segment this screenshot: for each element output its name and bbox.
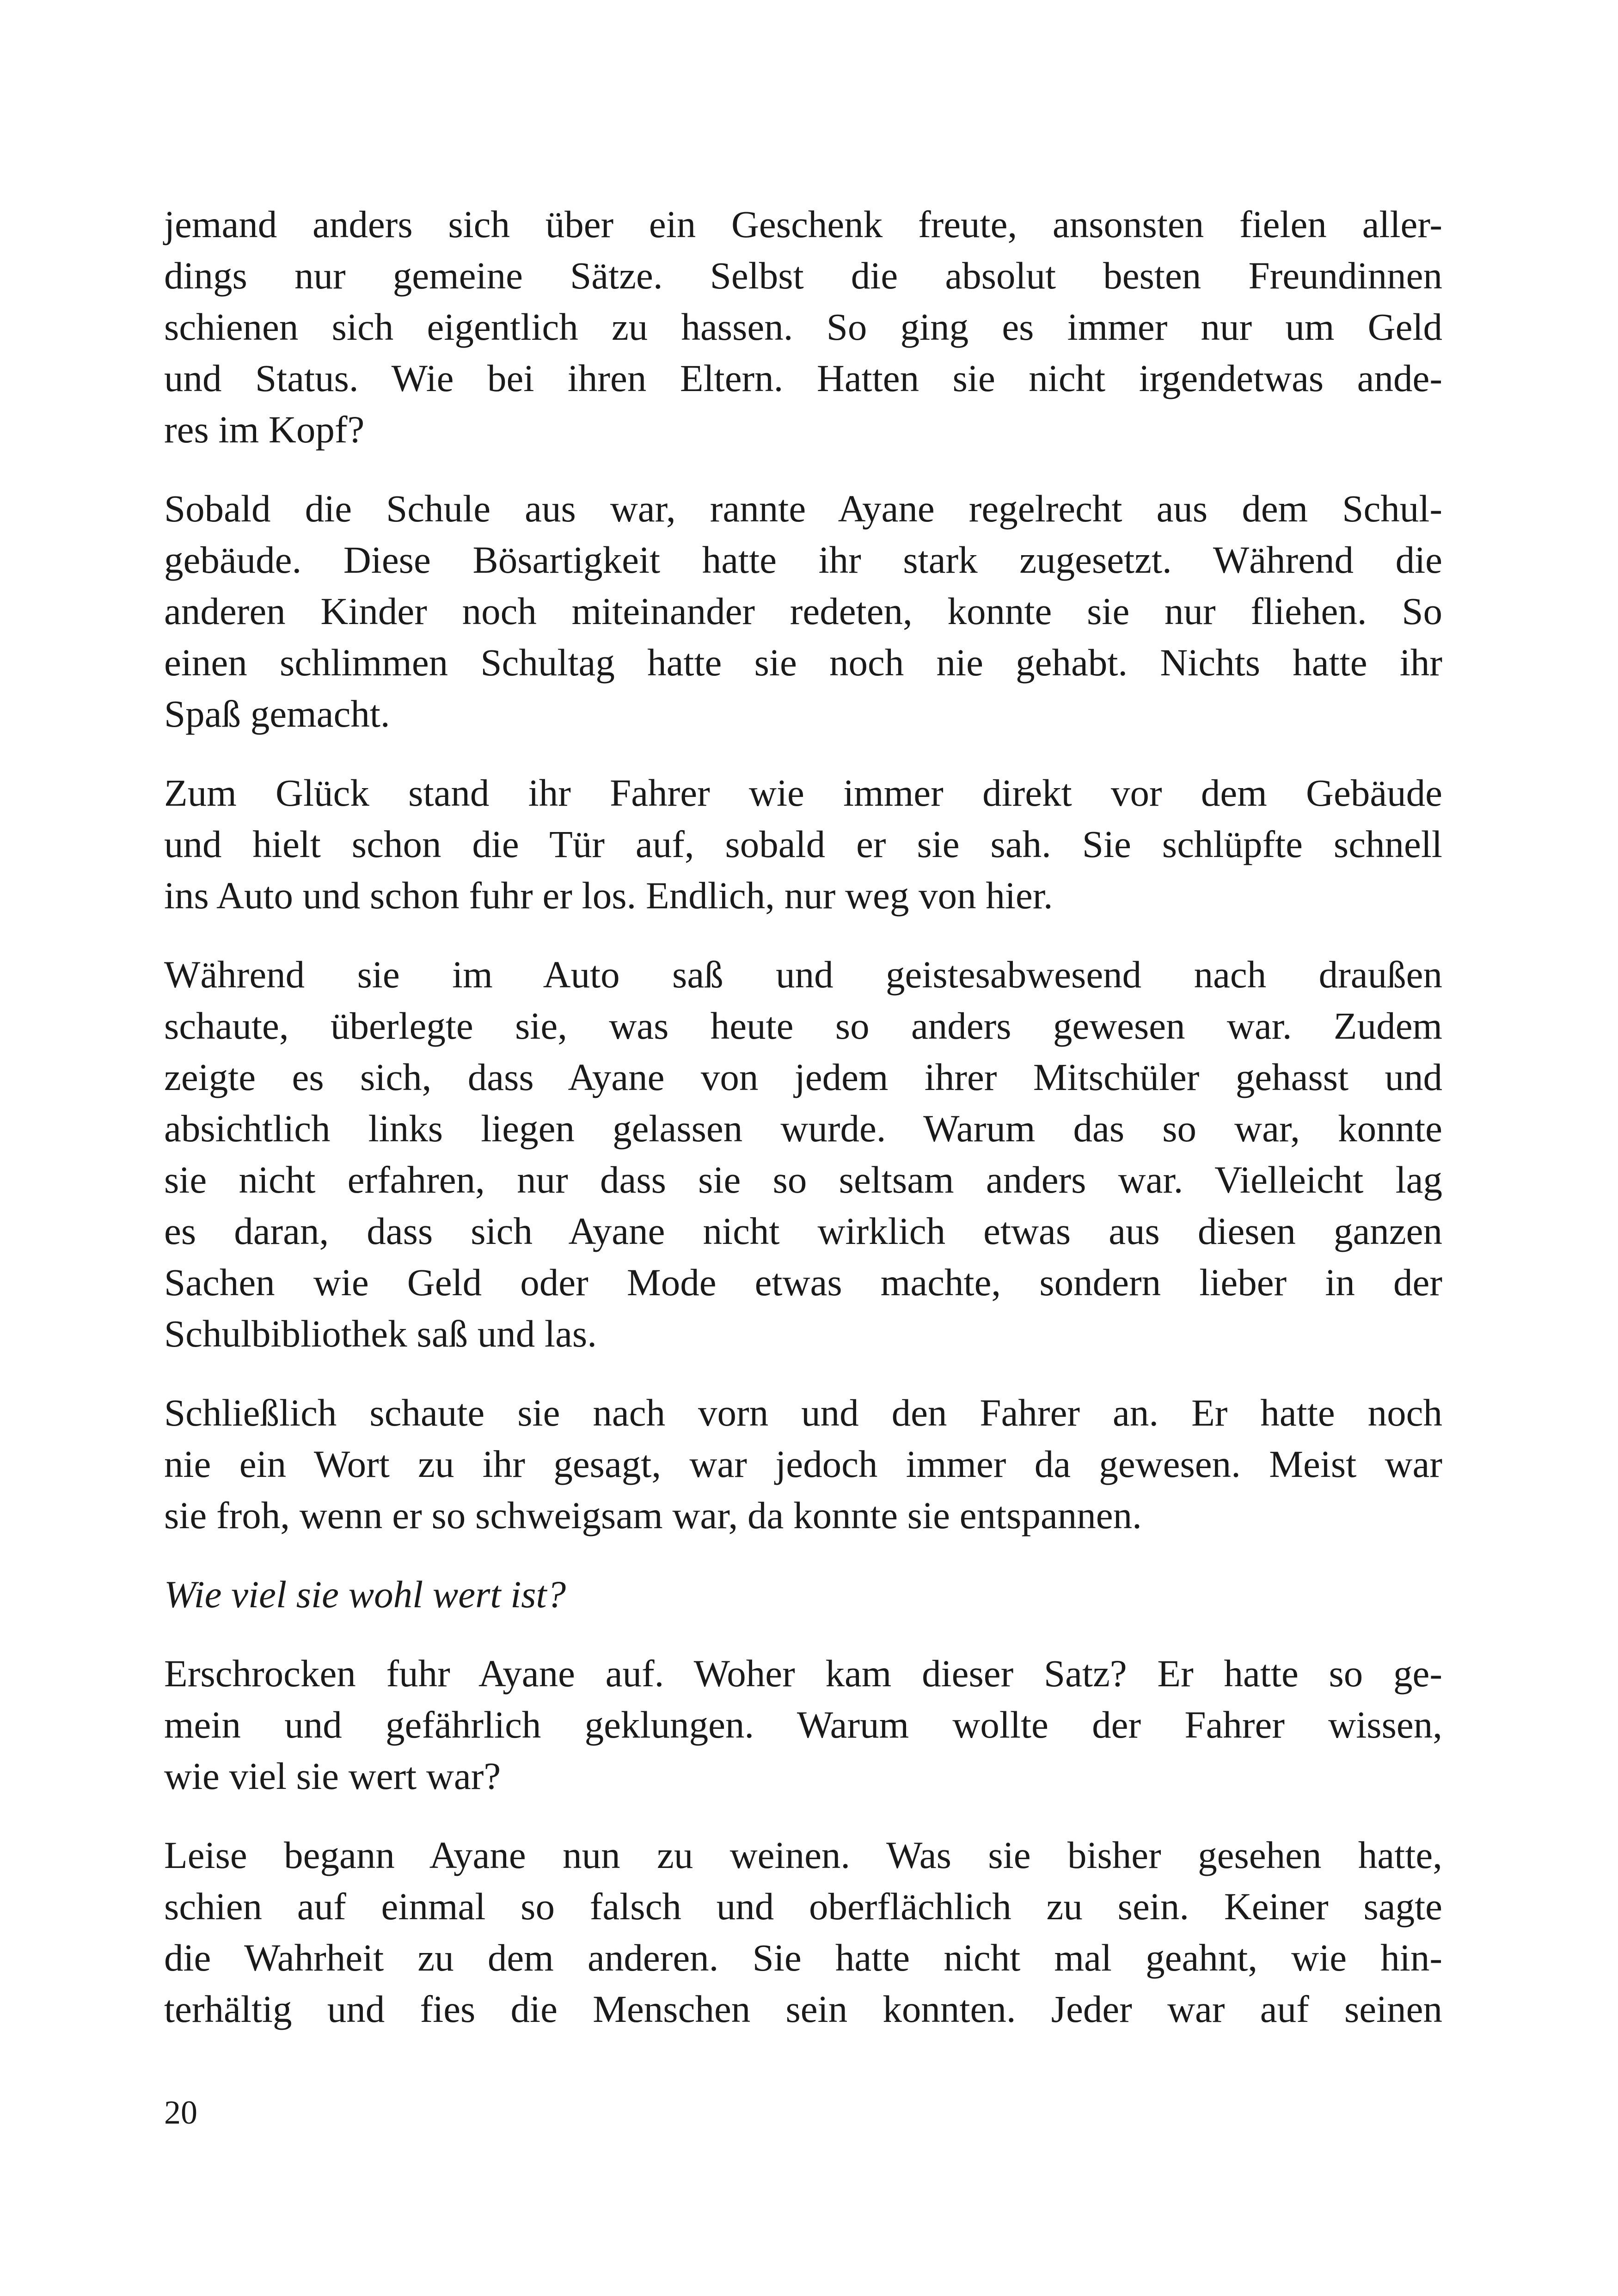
- text-line: Sachen wie Geld oder Mode etwas machte, sondern lieber in der: [164, 1261, 1442, 1304]
- text-line: Leise begann Ayane nun zu weinen. Was sie bisher gesehen hatte,: [164, 1834, 1442, 1876]
- text-line: und hielt schon die Tür auf, sobald er sie sah. Sie schlüpfte schnell: [164, 823, 1442, 865]
- text-line: absichtlich links liegen gelassen wurde. Warum das so war, konnte: [164, 1107, 1442, 1150]
- text-line: zeigte es sich, dass Ayane von jedem ihrer Mitschüler gehasst und: [164, 1056, 1442, 1098]
- page-number: 20: [164, 2094, 197, 2131]
- text-line: wie viel sie wert war?: [164, 1755, 501, 1797]
- text-line: Sobald die Schule aus war, rannte Ayane regelrecht aus dem Schul-: [164, 487, 1442, 530]
- text-line: schaute, überlegte sie, was heute so anders gewesen war. Zudem: [164, 1004, 1442, 1047]
- text-line: Spaß gemacht.: [164, 692, 390, 735]
- paragraph: [164, 199, 1442, 455]
- text-line: Erschrocken fuhr Ayane auf. Woher kam dieser Satz? Er hatte so ge-: [164, 1652, 1442, 1695]
- text-line: einen schlimmen Schultag hatte sie noch nie gehabt. Nichts hatte ihr: [164, 641, 1442, 684]
- paragraph: [164, 1830, 1442, 2035]
- text-line: dings nur gemeine Sätze. Selbst die absolut besten Freundinnen: [164, 254, 1442, 297]
- paragraph: [164, 949, 1442, 1359]
- text-line: schien auf einmal so falsch und oberflächlich zu sein. Keiner sagte: [164, 1885, 1442, 1928]
- paragraph: [164, 1387, 1442, 1541]
- paragraph: [164, 483, 1442, 740]
- text-line: Wie viel sie wohl wert ist?: [164, 1573, 566, 1616]
- text-line: sie nicht erfahren, nur dass sie so seltsam anders war. Vielleicht lag: [164, 1158, 1442, 1201]
- text-line: res im Kopf?: [164, 408, 365, 451]
- text-line: jemand anders sich über ein Geschenk freute, ansonsten fielen aller-: [164, 203, 1442, 245]
- text-line: sie froh, wenn er so schweigsam war, da konnte sie entspannen.: [164, 1494, 1142, 1537]
- text-line: mein und gefährlich geklungen. Warum wollte der Fahrer wissen,: [164, 1703, 1442, 1746]
- text-line: nie ein Wort zu ihr gesagt, war jedoch immer da gewesen. Meist war: [164, 1443, 1442, 1485]
- text-line: terhältig und fies die Menschen sein konnten. Jeder war auf seinen: [164, 1988, 1442, 2030]
- text-line: Während sie im Auto saß und geistesabwesend nach draußen: [164, 953, 1442, 996]
- body-text: [164, 199, 1442, 2063]
- text-line: die Wahrheit zu dem anderen. Sie hatte nicht mal geahnt, wie hin-: [164, 1936, 1442, 1979]
- paragraph: [164, 767, 1442, 921]
- text-line: gebäude. Diese Bösartigkeit hatte ihr stark zugesetzt. Während die: [164, 539, 1442, 581]
- text-line: anderen Kinder noch miteinander redeten, konnte sie nur fliehen. So: [164, 590, 1442, 632]
- text-line: schienen sich eigentlich zu hassen. So ging es immer nur um Geld: [164, 306, 1442, 348]
- text-line: ins Auto und schon fuhr er los. Endlich, nur weg von hier.: [164, 874, 1053, 917]
- text-line: Zum Glück stand ihr Fahrer wie immer direkt vor dem Gebäude: [164, 771, 1442, 814]
- text-line: und Status. Wie bei ihren Eltern. Hatten sie nicht irgendetwas ande-: [164, 357, 1442, 399]
- text-line: Schließlich schaute sie nach vorn und den Fahrer an. Er hatte noch: [164, 1391, 1442, 1434]
- text-line: es daran, dass sich Ayane nicht wirklich etwas aus diesen ganzen: [164, 1210, 1442, 1252]
- paragraph: [164, 1648, 1442, 1802]
- italic-thought: [164, 1569, 1442, 1620]
- text-line: Schulbibliothek saß und las.: [164, 1312, 597, 1355]
